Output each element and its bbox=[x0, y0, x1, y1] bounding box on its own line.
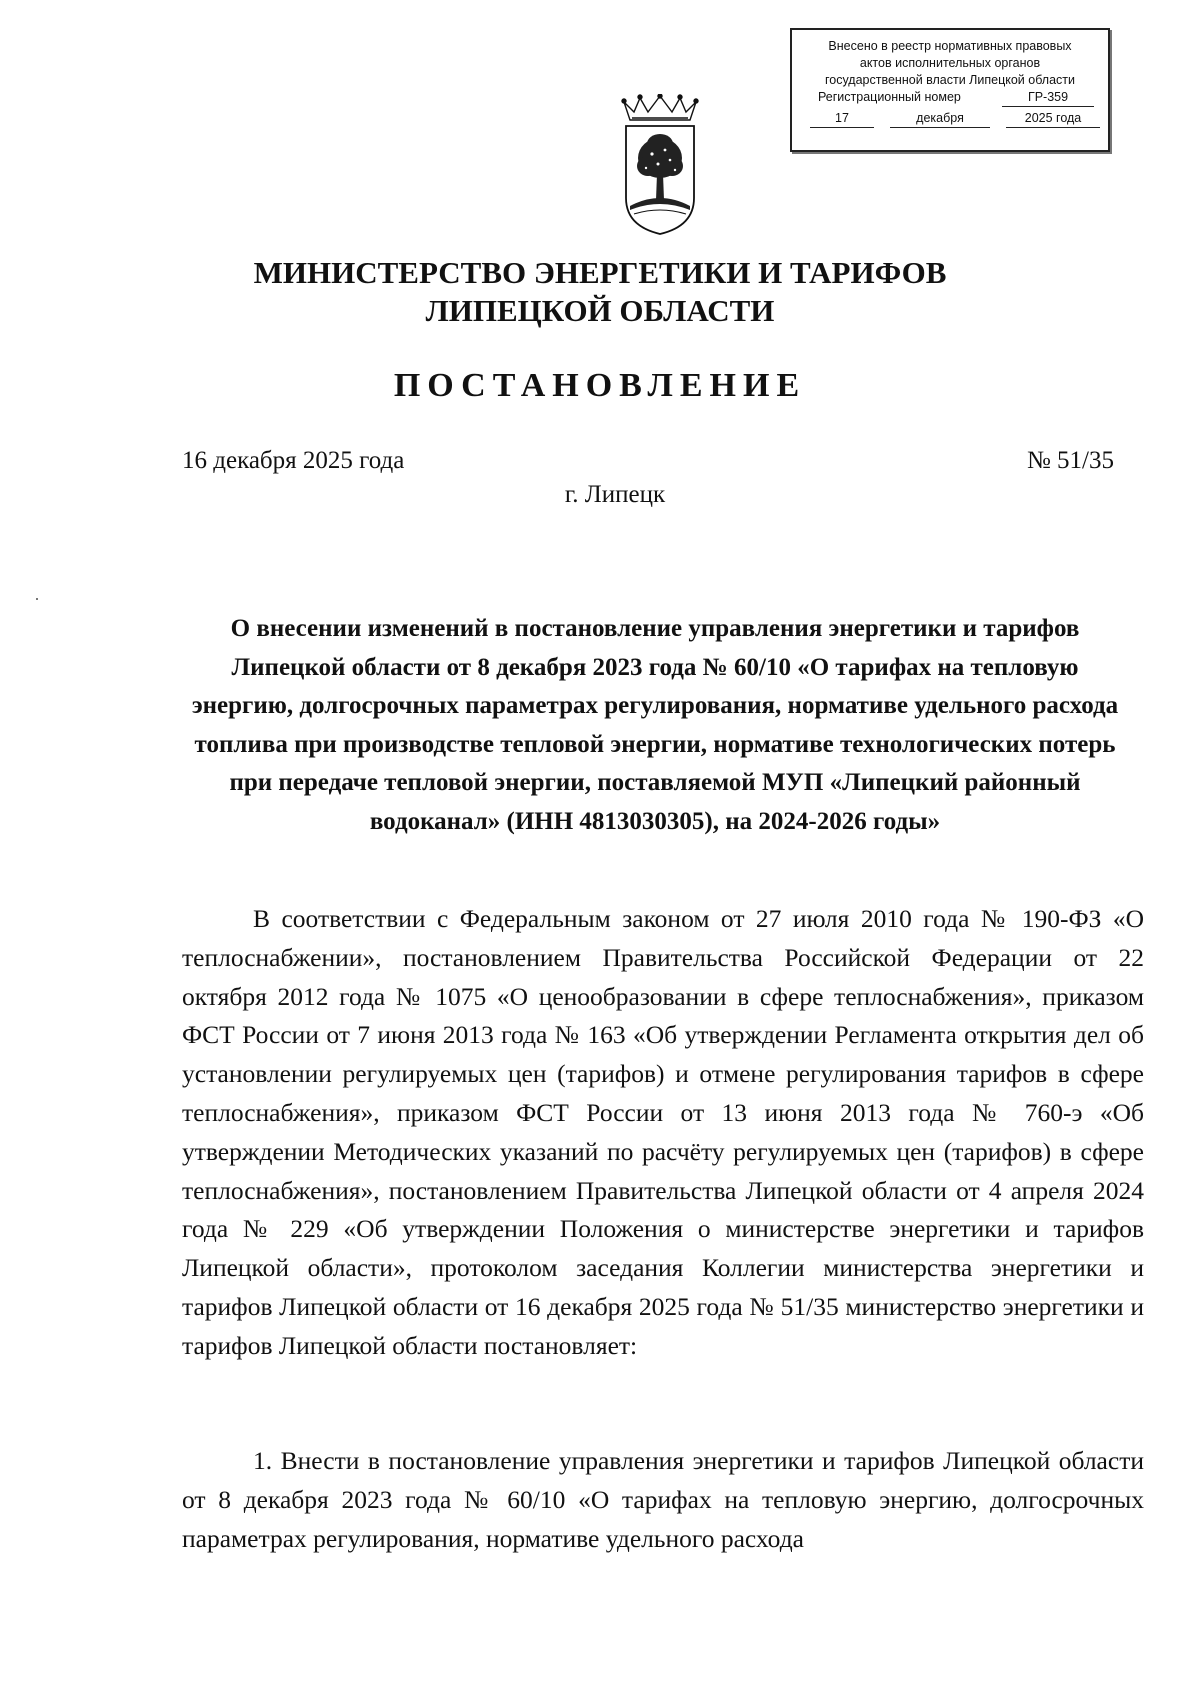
stamp-line-1: Внесено в реестр нормативных правовых bbox=[828, 39, 1072, 53]
stamp-line-3: государственной власти Липецкой области bbox=[824, 73, 1076, 87]
scan-mark bbox=[36, 598, 38, 600]
document-number: № 51/35 bbox=[1026, 447, 1114, 474]
stamp-year: 2025 года bbox=[1006, 110, 1100, 128]
stamp-reg-number: ГР-359 bbox=[1002, 89, 1094, 107]
ministry-name bbox=[0, 254, 1200, 330]
stamp-line-2: актов исполнительных органов bbox=[859, 56, 1041, 70]
ministry-name-line-1: МИНИСТЕРСТВО ЭНЕРГЕТИКИ И ТАРИФОВ bbox=[253, 255, 947, 290]
registry-stamp bbox=[790, 28, 1110, 152]
document-type: ПОСТАНОВЛЕНИЕ bbox=[393, 367, 807, 404]
stamp-date-row bbox=[792, 110, 1108, 128]
coat-of-arms-icon bbox=[620, 94, 700, 236]
ministry-name-line-2: ЛИПЕЦКОЙ ОБЛАСТИ bbox=[425, 293, 775, 328]
stamp-day: 17 bbox=[810, 110, 874, 128]
stamp-registration-row bbox=[792, 89, 1108, 107]
stamp-month: декабря bbox=[890, 110, 990, 128]
document-title: О внесении изменений в постановление управления энергетики и тарифов Липецкой области от 8 декабря 2023 года № 60/10 «О тарифах на тепловую энергию, долгосрочных параметрах регулирования, нормативе удельного расхода топлива при производстве тепловой энергии, нормативе технологических потерь при передаче тепловой энергии, поставляемой МУП «Липецкий районный водоканал» (ИНН 4813030305), на 2024-2026 годы» bbox=[191, 615, 1119, 835]
body-paragraph-preamble: В соответствии с Федеральным законом от 27 июля 2010 года № 190-ФЗ «О теплоснабжении», постановлением Правительства Российской Федерации от 22 октября 2012 года № 1075 «О ценообразовании в сфере теплоснабжения», приказом ФСТ России от 7 июня 2013 года № 163 «Об утверждении Регламента открытия дел об установлении регулируемых цен (тарифов) и отмене регулирования тарифов в сфере теплоснабжения», приказом ФСТ России от 13 июня 2013 года № 760-э «Об утверждении Методических указаний по расчёту регулируемых цен (тарифов) в сфере теплоснабжения», постановлением Правительства Липецкой области от 4 апреля 2024 года № 229 «Об утверждении Положения о министерстве энергетики и тарифов Липецкой области», протоколом заседания Коллегии министерства энергетики и тарифов Липецкой области от 16 декабря 2025 года № 51/35 министерство энергетики и тарифов Липецкой области постановляет: bbox=[182, 904, 1144, 1360]
document-city: г. Липецк bbox=[564, 481, 666, 508]
body-paragraph-item-1: 1. Внести в постановление управления энергетики и тарифов Липецкой области от 8 декабря 2023 года № 60/10 «О тарифах на тепловую энергию, долгосрочных параметрах регулирования, нормативе удельного расхода bbox=[182, 1446, 1144, 1553]
stamp-reg-label: Регистрационный номер bbox=[818, 90, 961, 104]
document-date: 16 декабря 2025 года bbox=[182, 447, 405, 474]
